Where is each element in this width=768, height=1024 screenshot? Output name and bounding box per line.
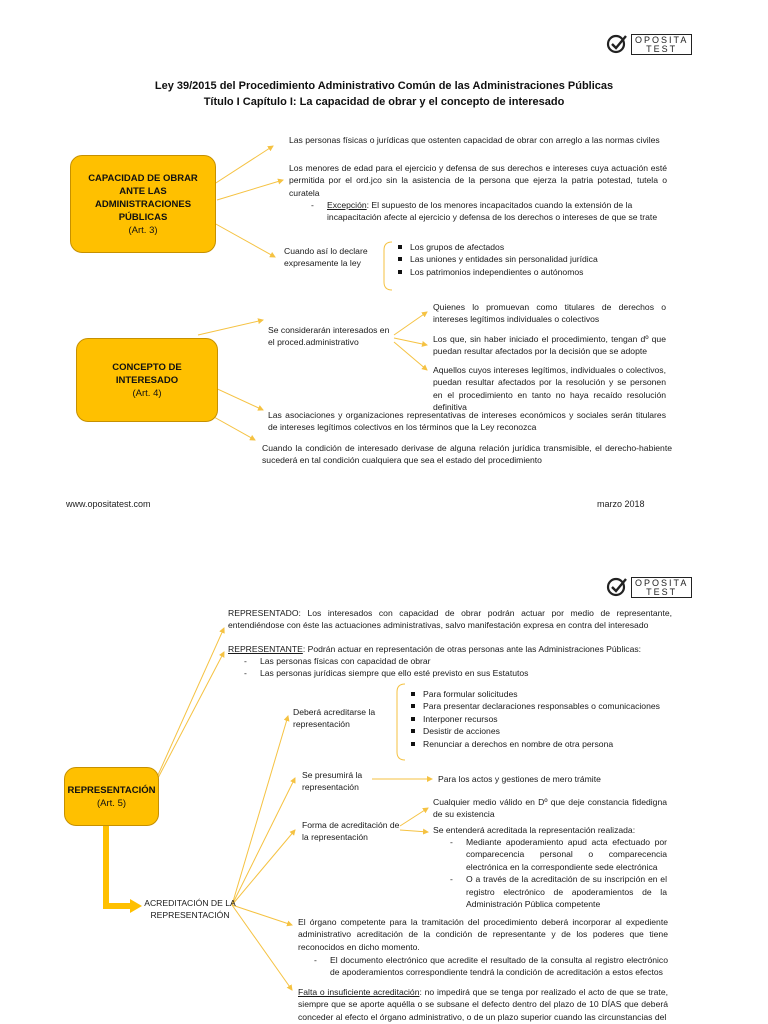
- representante-list: [238, 655, 658, 680]
- interesado-consider-item-2: Los que, sin haber iniciado el procedimiento, tengan dº que puedan resultar afectados por la decisión que se adopte: [433, 334, 666, 357]
- interesado-box-article: (Art. 4): [132, 387, 162, 399]
- interesado-consider-item-1: Quienes lo promuevan como titulares de derechos o intereses legítimos individuales o colectivos: [433, 302, 666, 325]
- capacidad-item-3-list: [396, 241, 666, 278]
- representacion-box-article: (Art. 5): [96, 797, 127, 809]
- footer-date: marzo 2018: [597, 499, 645, 509]
- representante-label: REPRESENTANTE: [228, 644, 303, 654]
- debera-label: Deberá acreditarse la representación: [293, 707, 376, 730]
- list-item: Para presentar declaraciones responsables o comunicaciones: [409, 700, 667, 712]
- page-title-line1: Ley 39/2015 del Procedimiento Administrativo Común de las Administraciones Públicas: [154, 80, 614, 92]
- list-item: - O a través de la acreditación de su inscripción en el registro electrónico de apoderamientos de la Administración Pública competente: [444, 873, 667, 910]
- page-title-line2: Título I Capítulo I: La capacidad de obrar y el concepto de interesado: [203, 96, 565, 108]
- list-item: Para formular solicitudes: [409, 688, 667, 700]
- representacion-box-label: REPRESENTACIÓN: [67, 784, 156, 796]
- forma-label: Forma de acreditación de la representación: [302, 820, 400, 843]
- interesado-asociaciones: Las asociaciones y organizaciones representativas de intereses económicos y sociales serán titulares de intereses legítimos colectivos en los términos que la Ley reconozca: [268, 410, 666, 433]
- logo-top-text: OPOSITA: [635, 577, 689, 588]
- representado-text: REPRESENTADO: Los interesados con capacidad de obrar podrán actuar por medio de representante, entendiéndose con éste las actuaciones administrativas, salvo manifestación expresa en contra del interesado: [228, 608, 672, 631]
- interesado-box-label: CONCEPTO DE INTERESADO: [112, 361, 182, 386]
- footer-website: www.opositatest.com: [66, 499, 151, 509]
- interesado-box: [76, 338, 218, 422]
- capacidad-exception: [305, 199, 665, 224]
- check-circle-icon: [606, 576, 628, 598]
- capacidad-item-2: Los menores de edad para el ejercicio y defensa de sus derechos e intereses cuya actuación esté permitida por el ord.jco sin la asistencia de la persona que ejerza la patria potestad, tutela o curatela: [289, 163, 667, 198]
- interesado-transmisible: Cuando la condición de interesado derivase de alguna relación jurídica transmisible, el derecho-habiente sucederá en tal condición cualquiera que sea el estado del procedimiento: [262, 443, 672, 466]
- presumira-label: Se presumirá la representación: [302, 770, 363, 793]
- forma-item-1: Cualquier medio válido en Dº que deje constancia fidedigna de su existencia: [433, 797, 667, 820]
- acreditacion-label: ACREDITACIÓN DE LA REPRESENTACIÓN: [144, 898, 236, 921]
- list-item: Los patrimonios independientes o autónomos: [396, 266, 666, 278]
- logo-top-text: OPOSITA: [635, 34, 689, 45]
- representado-label: REPRESENTADO:: [228, 608, 301, 618]
- capacidad-item-1: Las personas físicas o jurídicas que ostenten capacidad de obrar con arreglo a las normas civiles: [289, 135, 660, 145]
- logo-bottom-text: TEST: [646, 586, 678, 597]
- opositatest-logo: [606, 33, 692, 55]
- check-circle-icon: [606, 33, 628, 55]
- falta-text: Falta o insuficiente acreditación: no impedirá que se tenga por realizado el acto de que se trate, siempre que se aporte aquélla o se subsane el defecto dentro del plazo de 10 DÍAS que deberá conceder al efecto el órgano administrativo, o de un plazo superior cuando las circunstancias del: [298, 987, 668, 1022]
- representacion-box: [64, 767, 159, 826]
- forma-dash-list: [444, 836, 667, 910]
- list-item: Los grupos de afectados: [396, 241, 666, 253]
- falta-label: Falta o insuficiente acreditación: [298, 987, 420, 997]
- organo-dash: - El documento electrónico que acredite el resultado de la consulta al registro electrónico de apoderamientos correspondiente tendrá la condición de acreditación a estos efectos: [308, 954, 668, 979]
- interesado-consider: Se considerarán interesados en el proced.administrativo: [268, 325, 390, 348]
- list-item: Desistir de acciones: [409, 725, 667, 737]
- list-item: - Las personas físicas con capacidad de obrar: [238, 655, 658, 667]
- logo-bottom-text: TEST: [646, 43, 678, 54]
- list-item: - Las personas jurídicas siempre que ello esté previsto en sus Estatutos: [238, 667, 658, 679]
- list-item: Renunciar a derechos en nombre de otra persona: [409, 738, 667, 750]
- forma-item-2: Se entenderá acreditada la representación realizada:: [433, 825, 636, 835]
- interesado-consider-item-3: Aquellos cuyos intereses legítimos, individuales o colectivos, puedan resultar afectados por la resolución y se personen en el procedimiento en tanto no haya recaído resolución definitiva: [433, 365, 666, 413]
- capacidad-box: [70, 155, 216, 253]
- opositatest-logo-2: [606, 576, 692, 598]
- debera-list: [409, 688, 667, 750]
- list-item: Las uniones y entidades sin personalidad jurídica: [396, 253, 666, 265]
- list-item: Interponer recursos: [409, 713, 667, 725]
- representante-text: REPRESENTANTE: Podrán actuar en representación de otras personas ante las Administraciones Públicas:: [228, 644, 642, 654]
- organo-text: El órgano competente para la tramitación del procedimiento deberá incorporar al expediente administrativo acreditación de la condición de representante y de los poderes que tiene reconocidos en dicho momento.: [298, 917, 668, 952]
- exception-text: : El supuesto de los menores incapacitados cuando la extensión de la incapacitación afecte al ejercicio y defensa de los derechos o intereses de que se trate: [327, 200, 658, 223]
- capacidad-item-3: Cuando así lo declare expresamente la ley: [284, 246, 368, 269]
- exception-label: Excepción: [327, 200, 367, 210]
- list-item: - Mediante apoderamiento apud acta efectuado por comparecencia personal o comparecencia electrónica en la correspondiente sede electrónica: [444, 836, 667, 873]
- capacidad-box-label: CAPACIDAD DE OBRAR ANTE LAS ADMINISTRACIONES PÚBLICAS: [88, 172, 198, 223]
- presumira-text: Para los actos y gestiones de mero trámite: [438, 774, 601, 784]
- capacidad-box-article: (Art. 3): [128, 224, 158, 236]
